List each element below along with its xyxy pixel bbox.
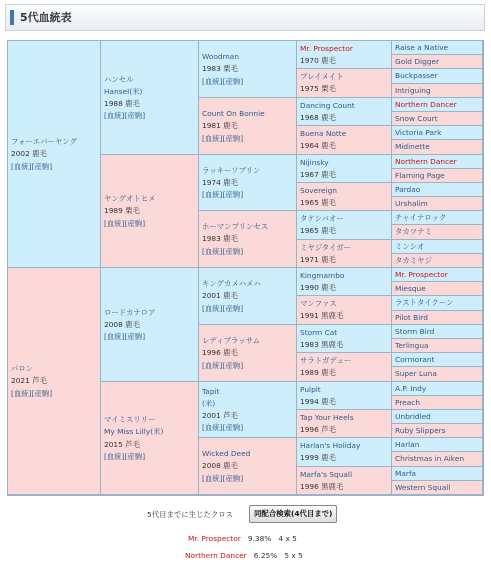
horse-name[interactable]: フォーエバーヤング bbox=[11, 137, 77, 147]
offspring-link[interactable]: [産駒] bbox=[222, 360, 244, 370]
horse-name[interactable]: レディブラッサム bbox=[202, 336, 261, 346]
horse-links bbox=[202, 303, 293, 315]
gen5-horse-name[interactable]: Marfa bbox=[392, 467, 483, 481]
horse-name[interactable]: Mr. Prospector bbox=[300, 44, 353, 53]
horse-name[interactable]: Pulpit bbox=[300, 385, 321, 394]
gen5-horse-name[interactable]: Snow Court bbox=[392, 112, 483, 126]
gen4-cell bbox=[297, 183, 392, 211]
horse-info: 1983 栗毛 bbox=[202, 64, 238, 74]
gen4-cell bbox=[297, 467, 392, 495]
page-header bbox=[5, 4, 485, 31]
cross-percentage: 6.25% bbox=[253, 551, 278, 560]
gen5-horse-name[interactable]: Preach bbox=[392, 396, 483, 410]
horse-info: 1999 鹿毛 bbox=[300, 453, 336, 463]
gen5-horse-name[interactable]: Mr. Prospector bbox=[392, 268, 483, 282]
gen1-cell bbox=[8, 268, 101, 495]
gen5-horse-name[interactable]: Western Squall bbox=[392, 481, 483, 495]
horse-name[interactable]: マンファス bbox=[300, 299, 337, 308]
cross-generation: 4 x 5 bbox=[278, 534, 297, 543]
horse-info: 1991 黒鹿毛 bbox=[300, 311, 344, 321]
horse-name[interactable]: ホーマンプリンセス bbox=[202, 222, 269, 232]
gen5-horse-name[interactable]: Christmas in Aiken bbox=[392, 452, 483, 467]
gen5-horse-name[interactable]: タカミヤジ bbox=[392, 254, 483, 268]
gen5-horse-name[interactable]: Super Luna bbox=[392, 367, 483, 382]
gen3-cell bbox=[199, 382, 297, 438]
gen3-cell bbox=[199, 41, 297, 98]
page-title: 5代血統表 bbox=[20, 11, 72, 24]
gen3-cell bbox=[199, 211, 297, 268]
gen5-horse-name[interactable]: Urshalim bbox=[392, 197, 483, 211]
pedigree-link[interactable]: [血統] bbox=[11, 161, 32, 171]
gen5-horse-name[interactable]: A.P. Indy bbox=[392, 382, 483, 396]
gen5-horse-name[interactable]: チャイナロック bbox=[392, 211, 483, 225]
pedigree-table bbox=[7, 40, 484, 496]
horse-links bbox=[11, 388, 97, 400]
horse-links bbox=[202, 76, 293, 88]
gen4-cell bbox=[297, 126, 392, 155]
horse-info: 1983 鹿毛 bbox=[202, 234, 238, 244]
gen5-horse-name[interactable]: Unbridled bbox=[392, 410, 483, 424]
horse-name[interactable]: Tapit bbox=[202, 386, 220, 396]
offspring-link[interactable]: [産駒] bbox=[222, 473, 244, 483]
horse-name[interactable]: キングカメハメハ bbox=[202, 279, 261, 289]
offspring-link[interactable]: [産駒] bbox=[222, 303, 244, 313]
horse-name[interactable]: ミヤジタイガー bbox=[300, 243, 351, 252]
gen4-cell bbox=[297, 211, 392, 240]
horse-links bbox=[104, 451, 195, 463]
horse-links bbox=[104, 218, 195, 230]
gen4-cell bbox=[297, 98, 392, 126]
horse-name[interactable]: ヤングオトヒメ bbox=[104, 194, 156, 204]
pedigree-link[interactable]: [血統] bbox=[202, 246, 223, 256]
horse-name[interactable]: Kingmambo bbox=[300, 271, 345, 280]
horse-links bbox=[202, 473, 293, 485]
gen5-horse-name[interactable]: Flaming Page bbox=[392, 169, 483, 183]
gen3-cell bbox=[199, 98, 297, 155]
pedigree-link[interactable]: [血統] bbox=[202, 133, 223, 143]
gen5-horse-name[interactable]: Victoria Park bbox=[392, 126, 483, 140]
gen5-horse-name[interactable]: Gold Digger bbox=[392, 55, 483, 69]
horse-name[interactable]: マイミスリリー bbox=[104, 415, 156, 425]
gen4-cell bbox=[297, 155, 392, 183]
horse-info: 2021 芦毛 bbox=[11, 376, 47, 386]
offspring-link[interactable]: [産駒] bbox=[222, 76, 244, 86]
cross-percentage: 9.38% bbox=[247, 534, 272, 543]
horse-info: 1975 栗毛 bbox=[300, 84, 336, 94]
horse-name[interactable]: Tap Your Heels bbox=[300, 413, 354, 422]
offspring-link[interactable]: [産駒] bbox=[124, 332, 146, 342]
header-accent-bar bbox=[10, 10, 14, 25]
gen2-cell bbox=[101, 382, 199, 495]
horse-name[interactable]: ロードカナロア bbox=[104, 307, 156, 317]
gen3-cell bbox=[199, 438, 297, 495]
pedigree-link[interactable]: [血統] bbox=[202, 360, 223, 370]
gen2-cell bbox=[101, 41, 199, 155]
horse-name[interactable]: タケシバオー bbox=[300, 214, 344, 223]
horse-links bbox=[202, 189, 293, 201]
horse-links bbox=[202, 246, 293, 258]
cross-horse-name[interactable]: Mr. Prospector bbox=[188, 534, 241, 543]
offspring-link[interactable]: [産駒] bbox=[124, 111, 146, 121]
horse-links bbox=[104, 110, 195, 122]
horse-info: 1981 鹿毛 bbox=[202, 121, 238, 131]
pedigree-link[interactable]: [血統] bbox=[11, 388, 32, 398]
horse-links bbox=[202, 360, 293, 372]
offspring-link[interactable]: [産駒] bbox=[31, 161, 53, 171]
gen5-horse-name[interactable]: ミンシオ bbox=[392, 240, 483, 254]
pedigree-link[interactable]: [血統] bbox=[202, 76, 223, 86]
pedigree-link[interactable]: [血統] bbox=[104, 111, 125, 121]
horse-name[interactable]: Storm Cat bbox=[300, 328, 338, 337]
gen3-cell bbox=[199, 155, 297, 211]
horse-name-alt[interactable]: Hansel(米) bbox=[104, 86, 143, 96]
horse-info: 1965 鹿毛 bbox=[300, 198, 336, 208]
horse-info: 1964 鹿毛 bbox=[300, 141, 336, 151]
horse-info: 1990 鹿毛 bbox=[300, 283, 336, 293]
horse-name-alt[interactable]: My Miss Lilly(米) bbox=[104, 427, 164, 437]
gen4-cell bbox=[297, 325, 392, 353]
horse-info: 1988 鹿毛 bbox=[104, 99, 140, 108]
gen5-horse-name[interactable]: Pardao bbox=[392, 183, 483, 197]
gen4-cell bbox=[297, 41, 392, 69]
gen5-horse-name[interactable]: Buckpasser bbox=[392, 69, 483, 84]
pedigree-link[interactable]: [血統] bbox=[104, 451, 125, 461]
horse-info: 1989 鹿毛 bbox=[300, 368, 336, 378]
gen5-horse-name[interactable]: Terlingua bbox=[392, 339, 483, 353]
horse-name[interactable]: パロン bbox=[11, 364, 34, 374]
gen3-cell bbox=[199, 325, 297, 382]
horse-name[interactable]: Harlan's Holiday bbox=[300, 441, 361, 450]
horse-name-alt[interactable]: (米) bbox=[202, 398, 216, 408]
horse-info: 1994 鹿毛 bbox=[300, 397, 336, 407]
horse-info: 1965 鹿毛 bbox=[300, 226, 336, 236]
horse-info: 2015 芦毛 bbox=[104, 439, 140, 449]
gen4-cell bbox=[297, 240, 392, 268]
horse-info: 1989 栗毛 bbox=[104, 206, 140, 216]
pedigree-link[interactable]: [血統] bbox=[202, 473, 223, 483]
horse-info: 2008 鹿毛 bbox=[104, 319, 140, 329]
gen5-horse-name[interactable]: Northern Dancer bbox=[392, 155, 483, 169]
cross-horse-name[interactable]: Northern Dancer bbox=[185, 551, 247, 560]
pedigree-link[interactable]: [血統] bbox=[104, 218, 125, 228]
cross-title: 5代目までに生じたクロス bbox=[147, 510, 234, 519]
gen5-horse-name[interactable]: タカツナミ bbox=[392, 225, 483, 240]
offspring-link[interactable]: [産駒] bbox=[222, 133, 244, 143]
horse-info: 1996 鹿毛 bbox=[202, 348, 238, 358]
gen2-cell bbox=[101, 155, 199, 268]
cross-row bbox=[185, 550, 303, 562]
gen5-horse-name[interactable]: Ruby Slippers bbox=[392, 424, 483, 438]
horse-info: 2008 鹿毛 bbox=[202, 461, 238, 471]
horse-name[interactable]: Woodman bbox=[202, 52, 240, 62]
horse-name[interactable]: Dancing Count bbox=[300, 101, 355, 110]
horse-name[interactable]: ハンセル bbox=[104, 74, 134, 84]
horse-name[interactable]: Sovereign bbox=[300, 186, 337, 195]
gen4-cell bbox=[297, 296, 392, 325]
horse-info: 2001 鹿毛 bbox=[202, 291, 238, 301]
gen4-cell bbox=[297, 382, 392, 410]
horse-info: 1974 鹿毛 bbox=[202, 177, 238, 187]
same-mating-search-button[interactable]: 同配合検索(4代目まで) bbox=[249, 505, 337, 523]
gen5-horse-name[interactable]: Storm Bird bbox=[392, 325, 483, 339]
gen2-cell bbox=[101, 268, 199, 382]
pedigree-link[interactable]: [血統] bbox=[202, 303, 223, 313]
horse-info: 1968 鹿毛 bbox=[300, 113, 336, 123]
offspring-link[interactable]: [産駒] bbox=[222, 423, 244, 433]
gen4-cell bbox=[297, 268, 392, 296]
pedigree-link[interactable]: [血統] bbox=[104, 332, 125, 342]
horse-info: 1996 黒鹿毛 bbox=[300, 482, 344, 492]
horse-links bbox=[202, 133, 293, 145]
horse-name[interactable]: Buena Notte bbox=[300, 129, 347, 138]
offspring-link[interactable]: [産駒] bbox=[222, 190, 244, 200]
offspring-link[interactable]: [産駒] bbox=[222, 246, 244, 256]
horse-name[interactable]: Count On Bonnie bbox=[202, 109, 265, 119]
gen4-cell bbox=[297, 69, 392, 98]
gen1-cell bbox=[8, 41, 101, 268]
gen5-horse-name[interactable]: Pilot Bird bbox=[392, 311, 483, 325]
gen5-horse-name[interactable]: Cormorant bbox=[392, 353, 483, 367]
gen5-horse-name[interactable]: Midinette bbox=[392, 140, 483, 155]
horse-info: 2002 鹿毛 bbox=[11, 149, 47, 159]
offspring-link[interactable]: [産駒] bbox=[31, 388, 53, 398]
gen3-cell bbox=[199, 268, 297, 325]
horse-info: 1996 芦毛 bbox=[300, 425, 336, 435]
gen5-horse-name[interactable]: Intriguing bbox=[392, 84, 483, 98]
horse-info: 1971 鹿毛 bbox=[300, 255, 336, 265]
horse-info: 1967 鹿毛 bbox=[300, 170, 336, 180]
gen4-cell bbox=[297, 438, 392, 467]
gen5-horse-name[interactable]: Raise a Native bbox=[392, 41, 483, 55]
horse-links bbox=[11, 161, 97, 173]
pedigree-link[interactable]: [血統] bbox=[202, 190, 223, 200]
horse-links bbox=[104, 331, 195, 343]
horse-name[interactable]: Nijinsky bbox=[300, 158, 329, 167]
gen4-cell bbox=[297, 353, 392, 382]
pedigree-link[interactable]: [血統] bbox=[202, 423, 223, 433]
horse-links bbox=[202, 422, 293, 434]
horse-info: 1983 黒鹿毛 bbox=[300, 340, 344, 350]
horse-name[interactable]: サラトガデュー bbox=[300, 356, 352, 365]
horse-name[interactable]: ラッキーソブリン bbox=[202, 165, 261, 175]
horse-name[interactable]: Marfa's Squall bbox=[300, 470, 353, 479]
gen4-cell bbox=[297, 410, 392, 438]
gen5-horse-name[interactable]: Harlan bbox=[392, 438, 483, 452]
horse-name[interactable]: プレイメイト bbox=[300, 72, 344, 81]
horse-info: 1970 鹿毛 bbox=[300, 56, 336, 66]
cross-row bbox=[188, 533, 297, 545]
gen5-horse-name[interactable]: Northern Dancer bbox=[392, 98, 483, 112]
gen5-horse-name[interactable]: Miesque bbox=[392, 282, 483, 296]
offspring-link[interactable]: [産駒] bbox=[124, 218, 146, 228]
cross-generation: 5 x 5 bbox=[284, 551, 303, 560]
horse-info: 2001 芦毛 bbox=[202, 411, 238, 420]
gen5-horse-name[interactable]: ラストタイクーン bbox=[392, 296, 483, 311]
horse-name[interactable]: Wicked Deed bbox=[202, 449, 251, 459]
offspring-link[interactable]: [産駒] bbox=[124, 451, 146, 461]
